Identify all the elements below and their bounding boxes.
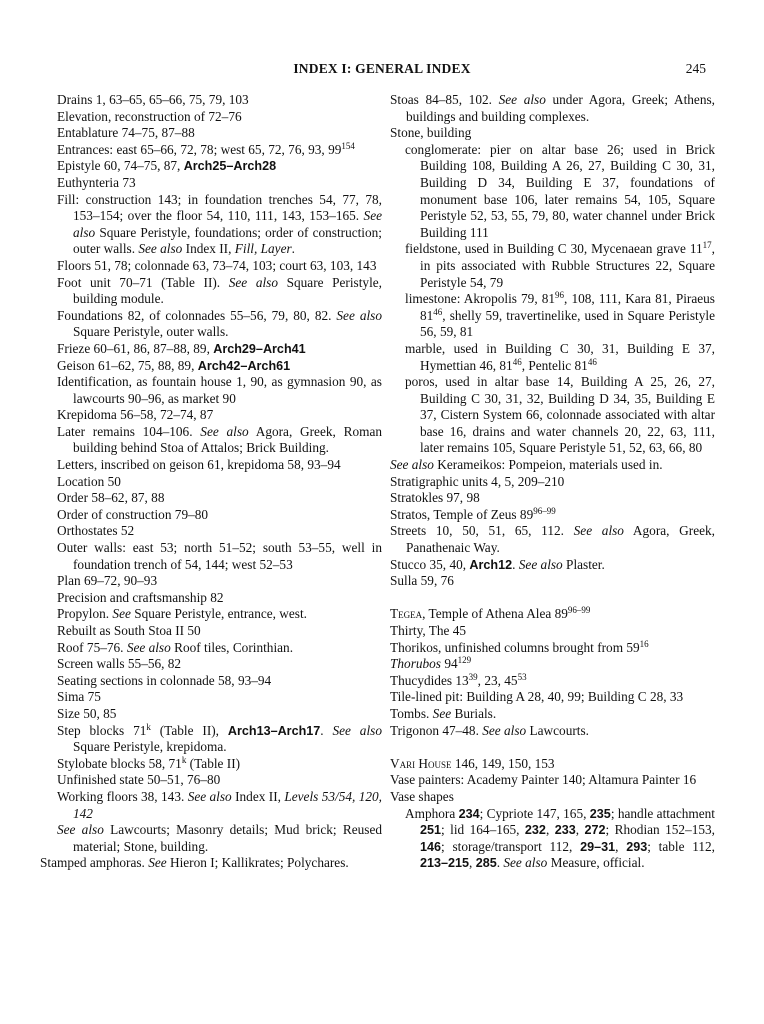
index-entry: Thorubos $94^{129}$	[390, 655, 472, 672]
index-entry: poros, used in altar base 14, Building A 25, 26, 27, Building C 30, 31, 32, Building D 34, 35, Building E 37, Cistern System 66, colonnade associated with altar base 16, drains and water channels 20, 22, 63, 111, later remains 105, Square Peristyle 51, 52, 63, 66, 80	[405, 374, 715, 456]
section-gap	[390, 590, 715, 607]
index-entry: Drains 1, 63–65, 65–66, 75, 79, 103	[57, 92, 249, 107]
index-entry: Location 50	[57, 473, 121, 489]
index-entry: See also Lawcourts; Masonry details; Mud brick; Reused material; Stone, building.	[57, 822, 383, 854]
index-entry: Fill: construction 143; in foundation trenches 54, 77, 78, 153–154; over the floor 54, 110, 111, 143, 153–165. See also Square Peristyle, foundations; order of construction; outer walls. See also Index II, Fill, Layer.	[57, 191, 382, 257]
right-column	[390, 92, 715, 872]
index-entry: Elevation, reconstruction of 72–76	[57, 108, 242, 124]
index-entry: Stucco 35, 40, Arch12. See also Plaster.	[390, 556, 605, 572]
index-entry: Amphora 234; Cypriote 147, 165, 235; handle attachment 251; lid 164–165, 232, 233, 272; Rhodian 152–153, 146; storage/transport 112, 29–31, 293; table 112, 213–215, 285. See also Measure, official.	[405, 805, 715, 871]
index-entry: Foundations 82, of colonnades 55–56, 79, 80, 82. See also Square Peristyle, outer walls.	[57, 307, 382, 340]
index-entry: Stoas 84–85, 102. See also under Agora, Greek; Athens, buildings and building complexes.	[390, 92, 715, 124]
running-title: INDEX I: GENERAL INDEX	[293, 61, 471, 76]
index-entry: Tegea, Temple of Athena Alea 89$^{96-99}$	[390, 605, 591, 622]
index-entry: Tombs. See Burials.	[390, 705, 497, 721]
index-entry: Tile-lined pit: Building A 28, 40, 99; Building C 28, 33	[390, 689, 684, 705]
index-entry: Vase painters: Academy Painter 140; Altamura Painter 16	[390, 772, 697, 788]
index-entry: Krepidoma 56–58, 72–74, 87	[57, 407, 214, 423]
index-entry: limestone: Akropolis 79, $81^{96}$, 108, 111, Kara 81, Piraeus $81^{46}$, shelly 59, travertinelike, used in Square Peristyle 56, 59, 81	[405, 290, 715, 340]
section-gap	[390, 739, 715, 756]
index-entry: Entablature 74–75, 87–88	[57, 125, 195, 141]
t-entries	[390, 606, 715, 739]
left-main-entries	[57, 92, 382, 855]
index-entry: Roof 75–76. See also Roof tiles, Corinthian.	[57, 639, 294, 655]
index-entry: Stratokles 97, 98	[390, 490, 480, 506]
index-entry: Entrances: east 65–66, 72, 78; west 65, 72, 76, 93, $99^{154}$	[57, 140, 355, 157]
left-tail-entries	[40, 855, 382, 872]
index-entry: Order of construction 79–80	[57, 506, 209, 522]
index-entry: Sima 75	[57, 689, 101, 705]
index-entry: Identification, as fountain house 1, 90, as gymnasion 90, as lawcourts 90–96, as market 90	[57, 374, 382, 406]
index-entry: Order 58–62, 87, 88	[57, 490, 165, 506]
stoas-entries	[390, 92, 715, 125]
index-entry: Thorikos, unfinished columns brought from $59^{16}$	[390, 638, 649, 655]
index-entry: Thirty, The 45	[390, 623, 467, 638]
index-entry: fieldstone, used in Building C 30, Mycenaean grave $11^{17}$, in pits associated with Rubble Structures 22, Square Peristyle 54, 79	[405, 240, 715, 290]
index-entry: Working floors 38, 143. See also Index II, Levels 53/54, 120, 142	[57, 788, 382, 821]
index-entry: Frieze 60–61, 86, 87–88, 89, Arch29–Arch41	[57, 340, 306, 356]
index-entry: Stylobate blocks 58, 71$^k$ (Table II)	[57, 754, 241, 771]
index-entry: Letters, inscribed on geison 61, krepidoma 58, 93–94	[57, 457, 341, 473]
index-entry: Streets 10, 50, 51, 65, 112. See also Agora, Greek, Panathenaic Way.	[390, 523, 715, 556]
index-entry: Euthynteria 73	[57, 174, 136, 190]
vase-subentries	[390, 806, 715, 872]
index-entry: Outer walls: east 53; north 51–52; south 53–55, well in foundation trench of 54, 144; west 52–53	[57, 540, 382, 572]
index-entry: Seating sections in colonnade 58, 93–94	[57, 672, 272, 688]
index-entry: Unfinished state 50–51, 76–80	[57, 772, 221, 788]
index-entry: Step blocks 71$^k$ (Table II), Arch13–Arch17. See also Square Peristyle, krepidoma.	[57, 721, 382, 755]
index-entry: Epistyle 60, 74–75, 87, Arch25–Arch28	[57, 158, 277, 174]
index-entry: marble, used in Building C 30, 31, Building E 37, Hymettian 46, $81^{46}$, Pentelic $81^{46}$	[405, 340, 715, 373]
left-column	[40, 92, 383, 872]
index-entry: Propylon. See Square Peristyle, entrance, west.	[57, 606, 308, 622]
index-entry: Screen walls 55–56, 82	[57, 656, 182, 672]
index-entry: Trigonon 47–48. See also Lawcourts.	[390, 722, 589, 738]
index-entry: Stone, building	[390, 125, 472, 141]
index-entry: Foot unit 70–71 (Table II). See also Square Peristyle, building module.	[57, 274, 382, 307]
page-header	[0, 59, 764, 79]
index-entry: Vari House 146, 149, 150, 153	[390, 755, 555, 771]
v-entries	[390, 756, 715, 806]
index-entry: Vase shapes	[390, 788, 454, 804]
index-entry: Plan 69–72, 90–93	[57, 573, 158, 589]
index-entry: See also Kerameikos: Pompeion, materials used in.	[390, 457, 663, 473]
stone-heading	[390, 125, 715, 142]
index-entry: Rebuilt as South Stoa II 50	[57, 623, 201, 638]
index-entry: Thucydides $13^{39}$, 23, $45^{53}$	[390, 671, 527, 688]
index-entry: Precision and craftsmanship 82	[57, 589, 224, 605]
s-entries	[390, 457, 715, 590]
index-entry: Floors 51, 78; colonnade 63, 73–74, 103; court 63, 103, 143	[57, 257, 377, 273]
index-entry: Size 50, 85	[57, 705, 117, 721]
index-entry: Geison 61–62, 75, 88, 89, Arch42–Arch61	[57, 357, 291, 373]
index-entry: Stratos, Temple of Zeus 89$^{96-99}$	[390, 505, 556, 522]
index-entry: conglomerate: pier on altar base 26; used in Brick Building 108, Building A 26, 27, Building C 30, 31, Building D 34, Building E 37, foundations of monument base 106, later remains 54, 105, Square Peristyle 52, 53, 55, 79, 80, water channel under Brick Building 111	[405, 141, 715, 240]
index-entry: Orthostates 52	[57, 523, 135, 539]
stone-subentries	[390, 142, 715, 457]
page-number: 245	[685, 61, 706, 76]
index-entry: Stamped amphoras. See Hieron I; Kallikrates; Polychares.	[40, 855, 349, 871]
index-entry: Stratigraphic units 4, 5, 209–210	[390, 473, 565, 489]
index-entry: Sulla 59, 76	[390, 573, 454, 589]
index-entry: Later remains 104–106. See also Agora, Greek, Roman building behind Stoa of Attalos; Brick Building.	[57, 423, 383, 456]
